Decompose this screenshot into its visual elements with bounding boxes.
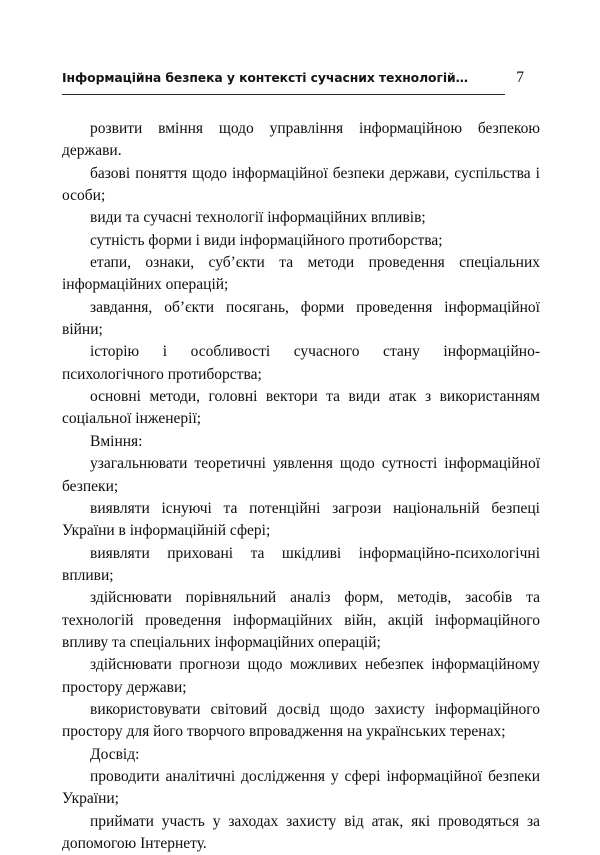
body-paragraph: здійснювати порівняльний аналіз форм, методів, засобів та технологій проведення інформаційних війн, акцій інформаційного впливу та спеціальних інформаційних операцій; [62,589,540,651]
body-paragraph: сутність форми і види інформаційного протиборства; [90,231,443,249]
body-paragraph: Вміння: [90,432,143,450]
body-paragraph: здійснювати прогнози щодо можливих небезпек інформаційному простору держави; [62,656,540,696]
body-paragraph: приймати участь у заходах захисту від атак, які проводяться за допомогою Інтернету. [62,812,540,852]
body-paragraph: етапи, ознаки, суб’єкти та методи проведення спеціальних інформаційних операцій; [62,254,540,294]
body-paragraph: узагальнювати теоретичні уявлення щодо сутності інформаційної безпеки; [62,455,540,495]
body-text-block [62,118,540,855]
body-paragraph: види та сучасні технології інформаційних впливів; [90,209,426,227]
body-paragraph: базові поняття щодо інформаційної безпеки держави, суспільства і особи; [62,164,540,205]
body-paragraph: Досвід: [90,745,140,763]
body-paragraph: історію і особливості сучасного стану інформаційно-психологічного протиборства; [62,343,540,383]
running-header-title: Інформаційна безпека у контексті сучасних технологій… [62,70,468,85]
body-paragraph: використовувати світовий досвід щодо захисту інформаційного простору для його творчого впровадження на українських теренах; [62,700,540,741]
body-paragraph: завдання, об’єкти посягань, форми проведення інформаційної війни; [62,298,540,339]
body-paragraph: виявляти приховані та шкідливі інформаційно-психологічні впливи; [62,544,540,584]
body-paragraph: виявляти існуючі та потенційні загрози національній безпеці України в інформаційній сфері; [62,499,540,540]
body-paragraph: основні методи, головні вектори та види атак з використанням соціальної інженерії; [62,388,540,428]
body-paragraph: розвити вміння щодо управління інформаційною безпекою держави. [62,120,540,160]
body-paragraph: проводити аналітичні дослідження у сфері інформаційної безпеки України; [62,767,540,808]
page-number: 7 [516,69,524,86]
header-rule [62,94,505,95]
running-header [62,70,526,94]
